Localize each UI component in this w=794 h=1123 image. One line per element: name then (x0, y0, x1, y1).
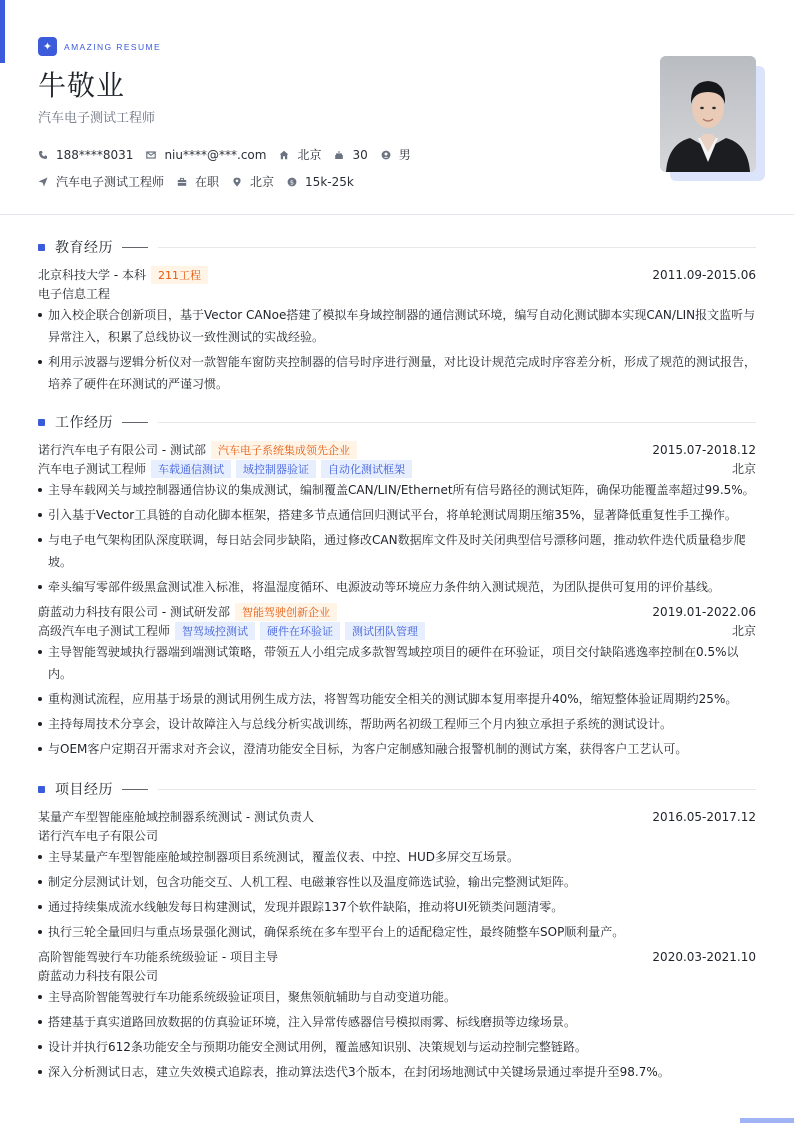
section-dash (122, 247, 148, 248)
work-entry (38, 602, 756, 763)
salary-icon (287, 177, 297, 187)
section-dash (122, 789, 148, 790)
project-bullet: 通过持续集成流水线触发每日构建测试，发现并跟踪137个软件缺陷，推动将UI死锁类问题清零。 (38, 896, 756, 918)
section-title: 项目经历 (55, 782, 113, 798)
brand-text: AMAZING RESUME (64, 41, 162, 52)
section-title: 教育经历 (55, 240, 113, 256)
work-bullet: 牵头编写零部件级黑盒测试准入标准，将温湿度循环、电源波动等环境应力条件纳入测试规范，为团队提供可复用的评价基线。 (38, 576, 756, 598)
user-icon (381, 150, 391, 160)
work-entry (38, 440, 756, 601)
work-company: 蔚蓝动力科技有限公司 - 测试研发部 (38, 605, 230, 619)
section-line (158, 422, 756, 423)
skill-tag: 车载通信测试 (151, 460, 231, 478)
work-role-row (38, 621, 756, 640)
gender-text: 男 (398, 148, 411, 162)
work-company-tag: 智能驾驶创新企业 (235, 603, 337, 621)
work-company-tag: 汽车电子系统集成领先企业 (211, 441, 357, 459)
work-company: 诺行汽车电子有限公司 - 测试部 (38, 443, 206, 457)
phone-icon (38, 150, 48, 160)
section-line (158, 789, 756, 790)
contact-target-role (38, 173, 164, 190)
section-work-header (38, 414, 756, 430)
work-role-row (38, 459, 756, 478)
status-text: 在职 (195, 175, 220, 189)
skill-tag: 测试团队管理 (345, 622, 425, 640)
section-marker (38, 786, 45, 793)
target-role-text: 汽车电子测试工程师 (56, 175, 165, 189)
work-city: 北京 (731, 624, 756, 638)
cake-icon (334, 150, 344, 160)
location-pin-icon (232, 177, 242, 187)
work-bullet: 与OEM客户定期召开需求对齐会议，澄清功能安全目标，为客户定制感知融合报警机制的测试方案，获得客户工艺认可。 (38, 738, 756, 760)
work-bullet: 主导智能驾驶域执行器端到端测试策略，带领五人小组完成多款智驾域控项目的硬件在环验证，项目交付缺陷逃逸率控制在0.5%以内。 (38, 641, 756, 685)
project-bullet: 制定分层测试计划，包含功能交互、人机工程、电磁兼容性以及温度筛选试验，输出完整测试矩阵。 (38, 871, 756, 893)
briefcase-icon (177, 177, 187, 187)
project-entry (38, 807, 756, 946)
svg-text:$: $ (289, 177, 295, 186)
skill-tag: 域控制器验证 (236, 460, 316, 478)
contact-phone (38, 148, 133, 162)
person-name: 牛敬业 (38, 69, 126, 102)
send-icon (38, 177, 48, 187)
work-company-row (38, 602, 756, 621)
contact-gender (381, 146, 411, 163)
work-bullet: 主持每周技术分享会，设计故障注入与总线分析实战训练，帮助两名初级工程师三个月内独立承担子系统的测试设计。 (38, 713, 756, 735)
section-projects-header (38, 781, 756, 797)
education-entry (38, 265, 756, 398)
project-org-row (38, 966, 756, 985)
project-title: 某量产车型智能座舱域控制器系统测试 - 测试负责人 (38, 810, 314, 824)
section-dash (122, 422, 148, 423)
education-bullet: 加入校企联合创新项目，基于Vector CANoe搭建了模拟车身域控制器的通信测试环境，编写自动化测试脚本实现CAN/LIN报文监听与异常注入，积累了总线协议一致性测试的实战经验。 (38, 304, 756, 348)
skill-tag: 硬件在环验证 (260, 622, 340, 640)
profile-photo (660, 56, 756, 172)
work-bullet: 引入基于Vector工具链的自动化脚本框架，搭建多节点通信回归测试平台，将单轮测试周期压缩35%，显著降低重复性手工操作。 (38, 504, 756, 526)
contact-status (177, 173, 219, 190)
section-line (158, 247, 756, 248)
work-role: 汽车电子测试工程师 (38, 462, 147, 476)
bottom-accent-bar (740, 1118, 794, 1123)
header-divider (0, 214, 794, 215)
work-city: 北京 (731, 462, 756, 476)
sparkle-icon: ✦ (38, 37, 57, 56)
work-bullet: 主导车载网关与域控制器通信协议的集成测试，编制覆盖CAN/LIN/Ethernet所有信号路径的测试矩阵，确保功能覆盖率超过99.5%。 (38, 479, 756, 501)
education-school: 北京科技大学 - 本科 (38, 268, 146, 282)
project-bullet: 主导某量产车型智能座舱域控制器项目系统测试，覆盖仪表、中控、HUD多屏交互场景。 (38, 846, 756, 868)
age-text: 30 (352, 147, 368, 162)
project-org-row (38, 826, 756, 845)
work-role: 高级汽车电子测试工程师 (38, 624, 171, 638)
section-education-header (38, 239, 756, 255)
work-dates: 2019.01-2022.06 (652, 604, 756, 619)
home-text: 北京 (297, 148, 322, 162)
section-marker (38, 244, 45, 251)
education-major-row (38, 284, 756, 303)
project-bullet: 执行三轮全量回归与重点场景强化测试，确保系统在多车型平台上的适配稳定性，最终随整车SOP顺利量产。 (38, 921, 756, 943)
contact-row-1 (38, 146, 424, 163)
section-marker (38, 419, 45, 426)
job-title: 汽车电子测试工程师 (38, 111, 156, 126)
home-icon (279, 150, 289, 160)
contact-salary (287, 175, 354, 189)
education-tag: 211工程 (151, 266, 208, 284)
email-text: niu****@***.com (164, 147, 267, 162)
accent-bar (0, 0, 5, 63)
education-dates: 2011.09-2015.06 (652, 267, 756, 282)
project-bullet: 设计并执行612条功能安全与预期功能安全测试用例，覆盖感知识别、决策规划与运动控制完整链路。 (38, 1036, 756, 1058)
section-title: 工作经历 (55, 415, 113, 431)
salary-text: 15k-25k (305, 174, 354, 189)
project-title-row (38, 807, 756, 826)
project-bullet: 深入分析测试日志，建立失效模式追踪表，推动算法迭代3个版本，在封闭场地测试中关键场景通过率提升至98.7%。 (38, 1061, 756, 1083)
work-dates: 2015.07-2018.12 (652, 442, 756, 457)
project-title-row (38, 947, 756, 966)
project-dates: 2020.03-2021.10 (652, 949, 756, 964)
work-company-row (38, 440, 756, 459)
work-bullet: 与电子电气架构团队深度联调，每日站会同步缺陷，通过修改CAN数据库文件及时关闭典型信号漂移问题，推动软件迭代质量稳步爬坡。 (38, 529, 756, 573)
phone-text: 188****8031 (56, 147, 134, 162)
contact-row-2 (38, 173, 367, 190)
education-bullet: 利用示波器与逻辑分析仪对一款智能车窗防夹控制器的信号时序进行测量，对比设计规范完成时序容差分析，形成了规范的测试报告，培养了硬件在环测试的严谨习惯。 (38, 351, 756, 395)
project-dates: 2016.05-2017.12 (652, 809, 756, 824)
project-bullet: 主导高阶智能驾驶行车功能系统级验证项目，聚焦领航辅助与自动变道功能。 (38, 986, 756, 1008)
contact-age (334, 148, 367, 162)
mail-icon (146, 150, 156, 160)
education-major: 电子信息工程 (38, 287, 111, 301)
location-text: 北京 (250, 175, 275, 189)
project-org: 蔚蓝动力科技有限公司 (38, 969, 159, 983)
contact-location (232, 173, 274, 190)
skill-tag: 智驾域控测试 (175, 622, 255, 640)
contact-email (146, 148, 266, 162)
skill-tag: 自动化测试框架 (321, 460, 412, 478)
project-org: 诺行汽车电子有限公司 (38, 829, 159, 843)
project-title: 高阶智能驾驶行车功能系统级验证 - 项目主导 (38, 950, 278, 964)
contact-home (279, 146, 321, 163)
work-bullet: 重构测试流程，应用基于场景的测试用例生成方法，将智驾功能安全相关的测试脚本复用率提升40%，缩短整体验证周期约25%。 (38, 688, 756, 710)
education-header-row (38, 265, 756, 284)
project-bullet: 搭建基于真实道路回放数据的仿真验证环境，注入异常传感器信号模拟雨雾、标线磨损等边缘场景。 (38, 1011, 756, 1033)
project-entry (38, 947, 756, 1086)
brand (38, 37, 161, 56)
